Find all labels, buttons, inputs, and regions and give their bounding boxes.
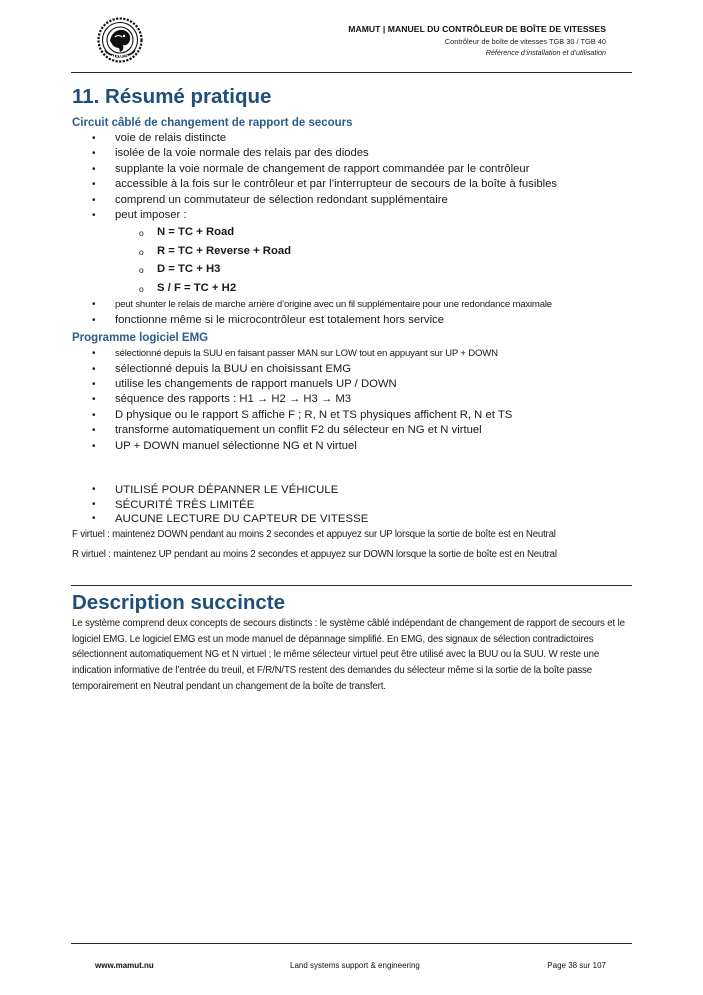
- header-title: MAMUT | MANUEL DU CONTRÔLEUR DE BOÎTE DE VITESSES: [348, 24, 606, 34]
- sub-list-item: o R = TC + Reverse + Road: [72, 242, 634, 261]
- sub-list-item: o D = TC + H3: [72, 260, 634, 279]
- list-item: • fonctionne même si le microcontrôleur est totalement hors service: [72, 313, 634, 328]
- forced-gears-list: [72, 223, 634, 297]
- header-reference: Référence d’installation et d’utilisation: [485, 48, 606, 57]
- section-title-description: Description succincte: [72, 591, 286, 614]
- header-subtitle: Contrôleur de boîte de vitesses TGB 30 / TGB 40: [444, 37, 606, 46]
- header-divider: [71, 72, 632, 73]
- sub-list-item: o N = TC + Road: [72, 223, 634, 242]
- list-item: • utilise les changements de rapport manuels UP / DOWN: [72, 377, 634, 392]
- emg-heading: Programme logiciel EMG: [72, 332, 209, 345]
- list-item: • sélectionné depuis la BUU en choisissant EMG: [72, 362, 634, 377]
- warning-item: • UTILISÉ POUR DÉPANNER LE VÉHICULE: [72, 483, 634, 498]
- list-item: • comprend un commutateur de sélection redondant supplémentaire: [72, 193, 634, 208]
- virtual-f-note: F virtuel : maintenez DOWN pendant au moins 2 secondes et appuyez sur UP lorsque la sortie de boîte est en Neutral: [72, 528, 556, 540]
- emg-list: [72, 346, 634, 454]
- list-item: • sélectionné depuis la SUU en faisant passer MAN sur LOW tout en appuyant sur UP + DOWN: [72, 346, 634, 361]
- circuit-list: [72, 131, 634, 223]
- list-item: • peut imposer :: [72, 208, 634, 223]
- list-item: • D physique ou le rapport S affiche F ; R, N et TS physiques affichent R, N et TS: [72, 408, 634, 423]
- footer-website-link[interactable]: www.mamut.nu: [95, 961, 154, 970]
- section-title-resume: 11. Résumé pratique: [72, 85, 272, 108]
- list-item: • UP + DOWN manuel sélectionne NG et N virtuel: [72, 439, 634, 454]
- warning-item: • AUCUNE LECTURE DU CAPTEUR DE VITESSE: [72, 512, 634, 527]
- emg-warnings-list: [72, 483, 634, 527]
- list-item: • peut shunter le relais de marche arrière d’origine avec un fil supplémentaire pour une redondance maximale: [72, 297, 634, 312]
- footer-tagline: Land systems support & engineering: [290, 961, 420, 970]
- list-item: • accessible à la fois sur le contrôleur et par l’interrupteur de secours de la boîte à fusibles: [72, 177, 634, 192]
- svg-text:MAMUT: MAMUT: [111, 54, 129, 59]
- page-header: [348, 24, 606, 57]
- description-paragraph: Le système comprend deux concepts de secours distincts : le système câblé indépendant de changement de rapport de secours et le logiciel EMG. Le logiciel EMG est un mode manuel de dépannage simplifié. En EMG, des signaux de sélection contradictoires sélectionnent automatiquement NG et N virtuel ; le même sélecteur virtuel peut être utilisé avec la BUU ou la SUU. W reste une indication informative de l’entrée du treuil, et F/R/N/TS restent des demandes du sélecteur même si la sortie de la boîte passe temporairement en Neutral pendant un changement de la boîte de transfert.: [72, 618, 625, 692]
- footer-page-number: Page 38 sur 107: [547, 961, 606, 970]
- circuit-heading: Circuit câblé de changement de rapport de secours: [72, 117, 353, 129]
- virtual-r-note: R virtuel : maintenez UP pendant au moins 2 secondes et appuyez sur DOWN lorsque la sortie de boîte est en Neutral: [72, 548, 557, 560]
- list-item: • transforme automatiquement un conflit F2 du sélecteur en NG et N virtuel: [72, 423, 634, 438]
- description-section: [72, 590, 634, 695]
- mamut-logo-icon: [95, 17, 145, 63]
- main-content: [72, 84, 634, 563]
- spacer: [72, 454, 634, 483]
- footer-divider: [71, 943, 632, 944]
- circuit-list-continued: [72, 297, 634, 328]
- list-item: • isolée de la voie normale des relais par des diodes: [72, 146, 634, 161]
- warning-item: • SÉCURITÉ TRÈS LIMITÉE: [72, 498, 634, 513]
- section-divider: [71, 585, 632, 586]
- sub-list-item: o S / F = TC + H2: [72, 279, 634, 298]
- list-item: • voie de relais distincte: [72, 131, 634, 146]
- list-item: • séquence des rapports : H1 → H2 → H3 → M3: [72, 392, 634, 407]
- list-item: • supplante la voie normale de changement de rapport commandée par le contrôleur: [72, 162, 634, 177]
